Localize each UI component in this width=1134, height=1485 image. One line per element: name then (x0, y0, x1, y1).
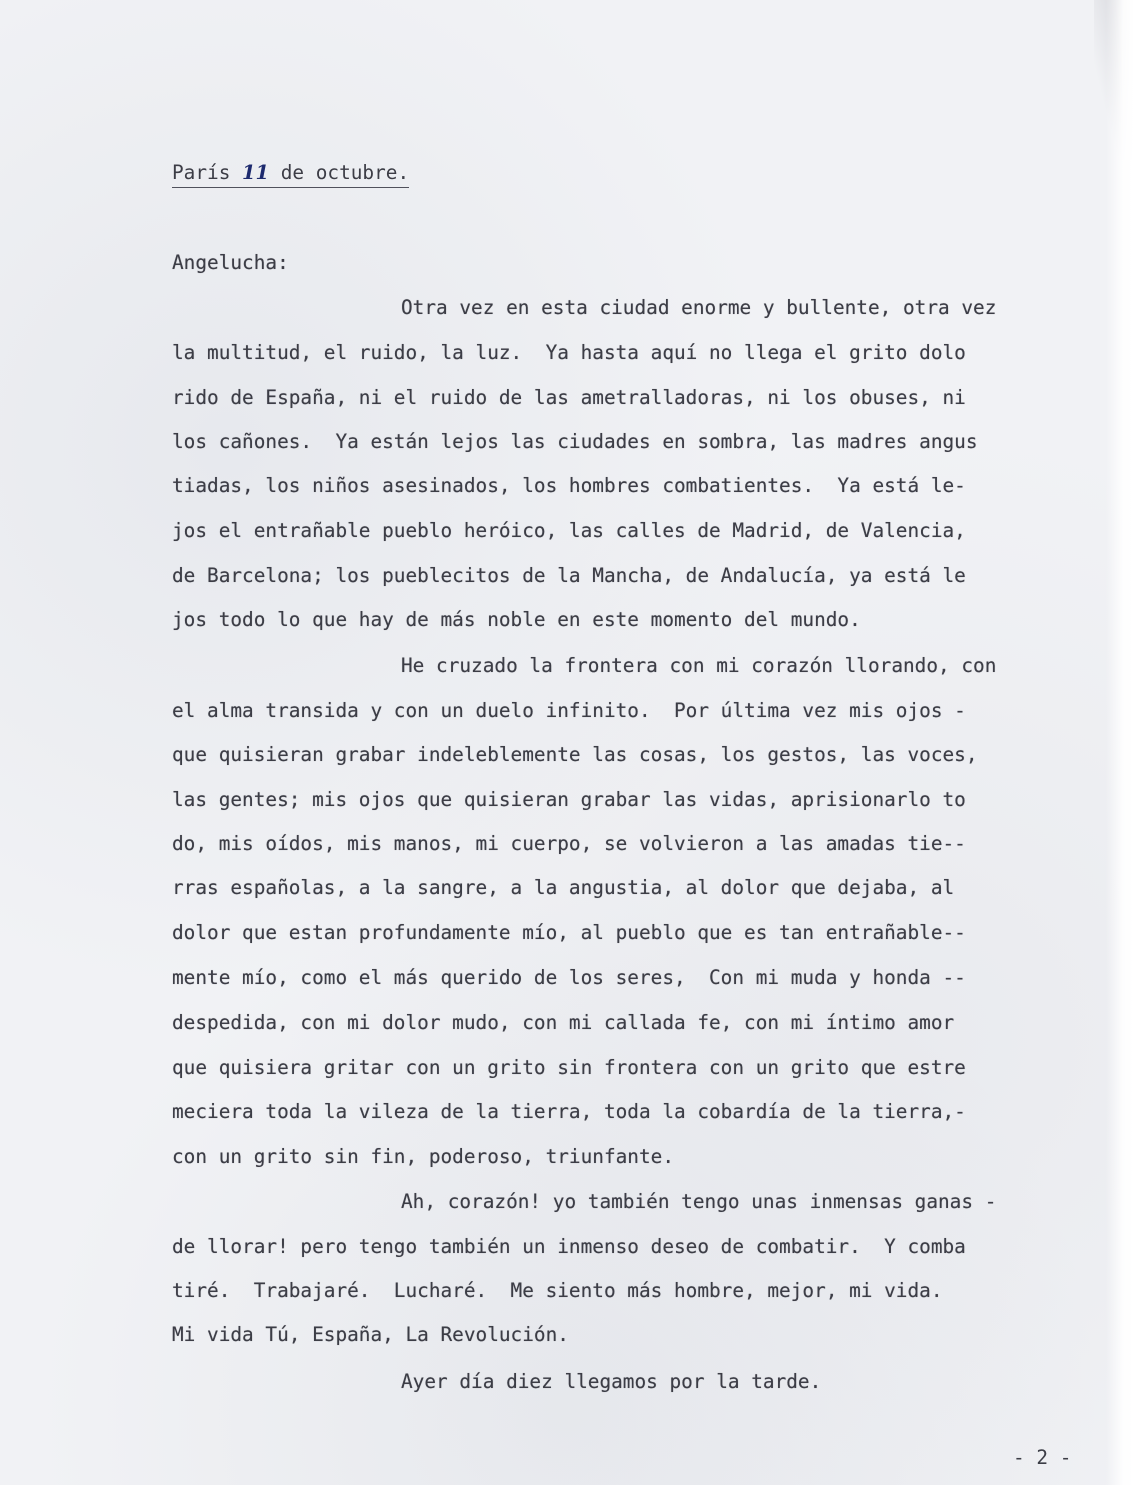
body-line: rras españolas, a la sangre, a la angustia, al dolor que dejaba, al (172, 876, 955, 899)
body-line: despedida, con mi dolor mudo, con mi callada fe, con mi íntimo amor (172, 1011, 955, 1034)
body-line: tiré. Trabajaré. Lucharé. Me siento más hombre, mejor, mi vida. (172, 1279, 943, 1302)
body-line: dolor que estan profundamente mío, al pueblo que es tan entrañable-- (172, 921, 966, 944)
body-line: meciera toda la vileza de la tierra, toda la cobardía de la tierra,- (172, 1100, 966, 1123)
page-number: - 2 - (1013, 1446, 1072, 1469)
body-line: de llorar! pero tengo también un inmenso deseo de combatir. Y comba (172, 1235, 966, 1258)
body-line: rido de España, ni el ruido de las ametralladoras, ni los obuses, ni (172, 386, 966, 409)
body-line: los cañones. Ya están lejos las ciudades en sombra, las madres angus (172, 430, 978, 453)
body-line: de Barcelona; los pueblecitos de la Mancha, de Andalucía, ya está le (172, 564, 966, 587)
letter-date (172, 160, 409, 188)
body-line: do, mis oídos, mis manos, mi cuerpo, se volvieron a las amadas tie-- (172, 832, 966, 855)
body-line: jos el entrañable pueblo heróico, las calles de Madrid, de Valencia, (172, 519, 966, 542)
handwritten-day: 11 (242, 161, 270, 184)
salutation: Angelucha: (172, 251, 289, 274)
body-line: tiadas, los niños asesinados, los hombres combatientes. Ya está le- (172, 474, 966, 497)
body-line: Ah, corazón! yo también tengo unas inmensas ganas - (401, 1190, 997, 1213)
date-suffix: de octubre. (269, 161, 410, 184)
body-line: jos todo lo que hay de más noble en este momento del mundo. (172, 608, 861, 631)
body-line: He cruzado la frontera con mi corazón llorando, con (401, 654, 997, 677)
body-line: la multitud, el ruido, la luz. Ya hasta aquí no llega el grito dolo (172, 341, 966, 364)
body-line: con un grito sin fin, poderoso, triunfante. (172, 1145, 674, 1168)
paper-edge (1106, 0, 1134, 1485)
body-line: el alma transida y con un duelo infinito. Por última vez mis ojos - (172, 699, 966, 722)
date-prefix: París (172, 161, 243, 184)
body-line: mente mío, como el más querido de los seres, Con mi muda y honda -- (172, 966, 966, 989)
body-line: Mi vida Tú, España, La Revolución. (172, 1323, 569, 1346)
body-line: que quisiera gritar con un grito sin frontera con un grito que estre (172, 1056, 966, 1079)
body-line: las gentes; mis ojos que quisieran grabar las vidas, aprisionarlo to (172, 788, 966, 811)
body-line: que quisieran grabar indeleblemente las cosas, los gestos, las voces, (172, 743, 978, 766)
body-line: Ayer día diez llegamos por la tarde. (401, 1370, 822, 1393)
body-line: Otra vez en esta ciudad enorme y bullente, otra vez (401, 296, 997, 319)
